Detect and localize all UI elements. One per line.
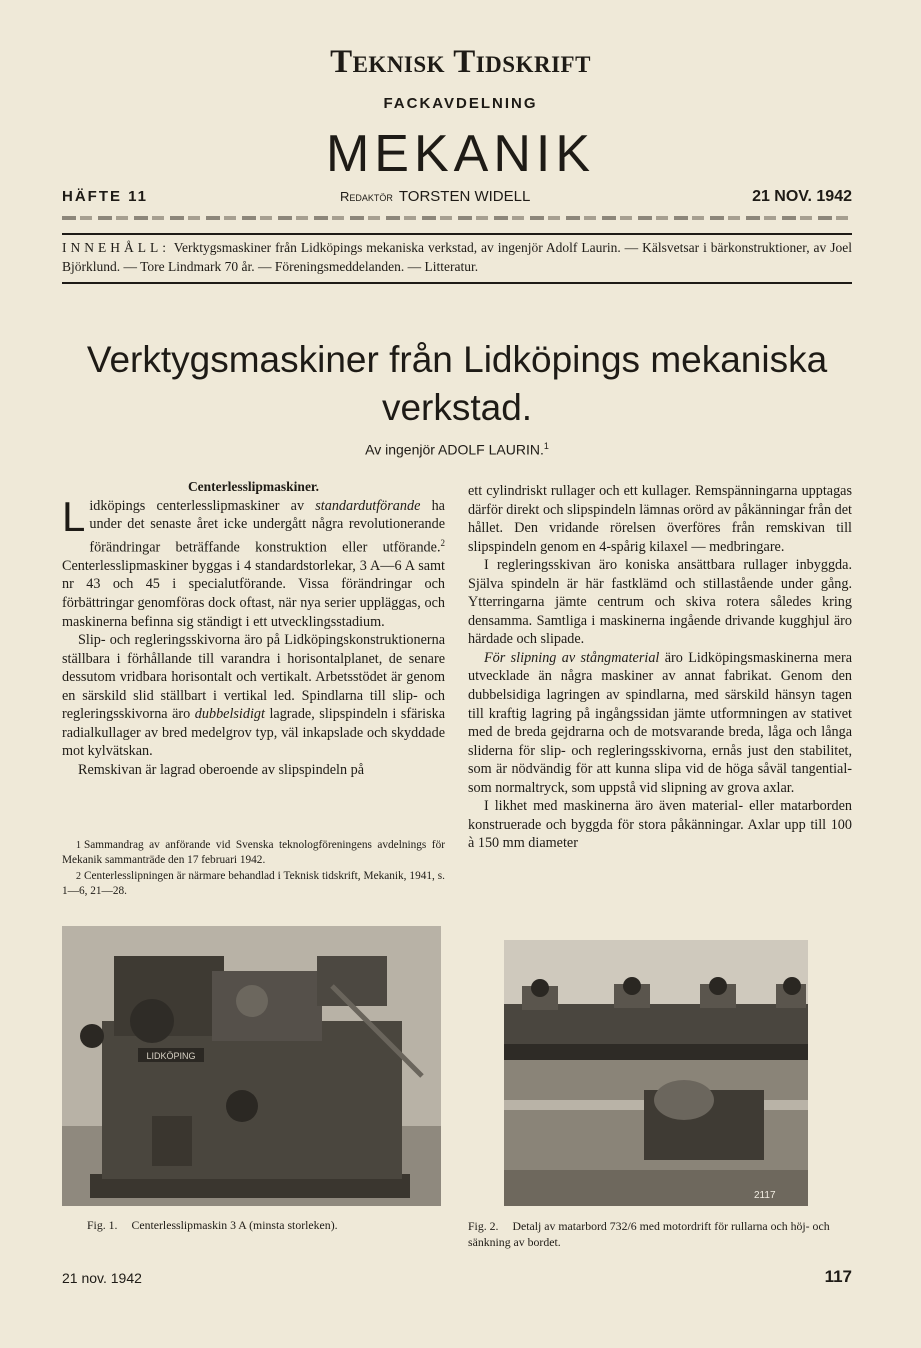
issue-number: HÄFTE 11	[62, 188, 149, 205]
paragraph-r4: I likhet med maskinerna äro även material- eller matarborden konstruerade och byggda för stora påkänningar. Axlar upp till 100 à 150 mm diameter	[468, 798, 852, 852]
figure-2-photo	[504, 940, 808, 1206]
subheading: Centerlesslipmaskiner.	[187, 479, 320, 494]
contents-rule-top	[62, 233, 852, 235]
section-title: MEKANIK	[325, 125, 596, 183]
figure-1-text: Centerlesslipmaskin 3 A (minsta storleken).	[131, 1218, 338, 1232]
photo-number: 2117	[754, 1190, 776, 1201]
footnote-2	[62, 869, 445, 899]
footnote-text: Centerlesslipningen är närmare behandlad i Teknisk tidskrift, Mekanik, 1941, s. 1—6, 21—28.	[62, 869, 445, 897]
footnote-1	[62, 838, 445, 868]
article-title: Verktygsmaskiner från Lidköpings mekaniska verkstad.	[86, 339, 828, 428]
footnote-text: Sammandrag av anförande vid Svenska teknologföreningens avdelnings för Mekanik sammanträde den 17 februari 1942.	[62, 839, 445, 867]
paragraph-r2: I regleringsskivan äro koniska ansättbara rullager inbyggda. Själva spindeln är här fastklämd och stillastående under gång. Ytterringarna jämte centrum och skiva rotera således kring densamma. Samtliga i maskinerna ingående drivande kugghjul äro härdade och slipade.	[468, 557, 852, 648]
editor-name: TORSTEN WIDELL	[398, 188, 531, 205]
p2-text-a: Slip- och regleringsskivorna äro på Lidköpingskonstruktionerna ställbara i förhållande till varandra i horisontalplanet, de senare dessutom vridbara horisontalt och vertikalt. Arbetsstödet är genom en särskild slid ställbart i vertikal led. Spindlarna till slip- och regleringsskivorna äro	[62, 632, 445, 723]
machine-nameplate: LIDKÖPING	[146, 1051, 196, 1061]
p1-footnote-ref: 2	[440, 537, 445, 548]
figure-1-caption	[62, 1218, 441, 1233]
p2-emphasis: dubbelsidigt	[194, 706, 265, 723]
paragraph-r1: ett cylindriskt rullager och ett kullager. Remspänningarna upptagas därför direkt och slipspindeln lämnas orörd av påkänningar från det hållet. Den vridande rörelsen överföres från remskivan till slipspindeln genom en 4-spårig kilaxel — medbringare.	[468, 483, 852, 555]
figure-2-caption	[468, 1218, 852, 1250]
figure-1-label: Fig. 1.	[87, 1218, 118, 1232]
p2-text-b: lagrade, slipspindeln i sfäriska radialkullager av bred medelgrov typ, väl inkapslade och skyddade mot kylvätskan.	[62, 706, 445, 760]
paragraph-r3	[468, 649, 852, 797]
r3-emphasis: För slipning av stångmaterial	[484, 649, 660, 666]
paragraph-2	[62, 631, 445, 761]
editor-line	[340, 188, 530, 205]
department-label: FACKAVDELNING	[383, 95, 538, 112]
figure-1-photo	[62, 926, 441, 1206]
byline-text: Av ingenjör ADOLF LAURIN.	[365, 441, 544, 458]
paragraph-1	[62, 492, 445, 632]
p1-text-c: Centerlesslipmaskiner byggas i 4 standardstorlekar, 3 A—6 A samt nr 43 och 45 i specialutförande. Vissa förändringar och förbättringar genomföras dock oftast, när nya serier uppläggas, och maskinerna befinna sig ständigt i ett utvecklingsstadium.	[62, 557, 445, 630]
contents-text: Verktygsmaskiner från Lidköpings mekaniska verkstad, av ingenjör Adolf Laurin. — Kälsvetsar i bärkonstruktioner, av Joel Björklund. — Tore Lindmark 70 år. — Föreningsmeddelanden. — Litteratur.	[62, 240, 852, 274]
feed-table-illustration	[504, 940, 808, 1206]
masthead-rule	[62, 216, 852, 220]
footnote-number: 2	[76, 870, 81, 882]
p1-text-a: idköpings centerlesslipmaskiner av	[89, 497, 316, 514]
table-of-contents	[62, 238, 852, 276]
footer-date: 21 nov. 1942	[62, 1270, 142, 1286]
footnote-number: 1	[76, 840, 81, 851]
contents-rule-bottom	[62, 282, 852, 284]
issue-row	[62, 188, 852, 212]
figure-2-label: Fig. 2.	[468, 1219, 499, 1233]
journal-title: Teknisk Tidskrift	[330, 44, 591, 80]
right-column	[468, 482, 852, 853]
p1-emphasis: standardutförande	[315, 497, 421, 514]
editor-label: Redaktör	[340, 189, 393, 204]
drop-cap: L	[62, 492, 86, 540]
issue-date: 21 NOV. 1942	[752, 188, 852, 205]
grinding-machine-illustration	[62, 926, 441, 1206]
left-column	[62, 478, 445, 779]
figure-2-text: Detalj av matarbord 732/6 med motordrift för rullarna och höj- och sänkning av bordet.	[468, 1219, 830, 1249]
r3-text: äro Lidköpingsmaskinerna mera utvecklade än några maskiner av annat fabrikat. Genom den dubbelsidiga lagringen av spindlarna, med särskild hänsyn tagen till kraftig lagring på ingångssidan jämte utformningen av stativet med de breda gejdrarna och de motsvarande breda, låga och långa sliderna för slip- och regleringsskivorna, ernås just den stabilitet, som är nödvändig för att kunna slipa vid de höga såväl tangential- som normaltryck, som uppstå vid slipning av grova axlar.	[468, 649, 852, 796]
paragraph-3: Remskivan är lagrad oberoende av slipspindeln på	[78, 761, 365, 778]
page-number: 117	[824, 1267, 852, 1286]
p1-text-b: ha under det senaste året icke undergått några revolutionerande förändringar beträffande konstruktion eller utförande.	[89, 497, 445, 556]
byline-footnote-ref: 1	[543, 441, 549, 451]
byline	[62, 441, 852, 458]
footnotes	[62, 838, 445, 899]
contents-label: INNEHÅLL:	[62, 240, 170, 255]
